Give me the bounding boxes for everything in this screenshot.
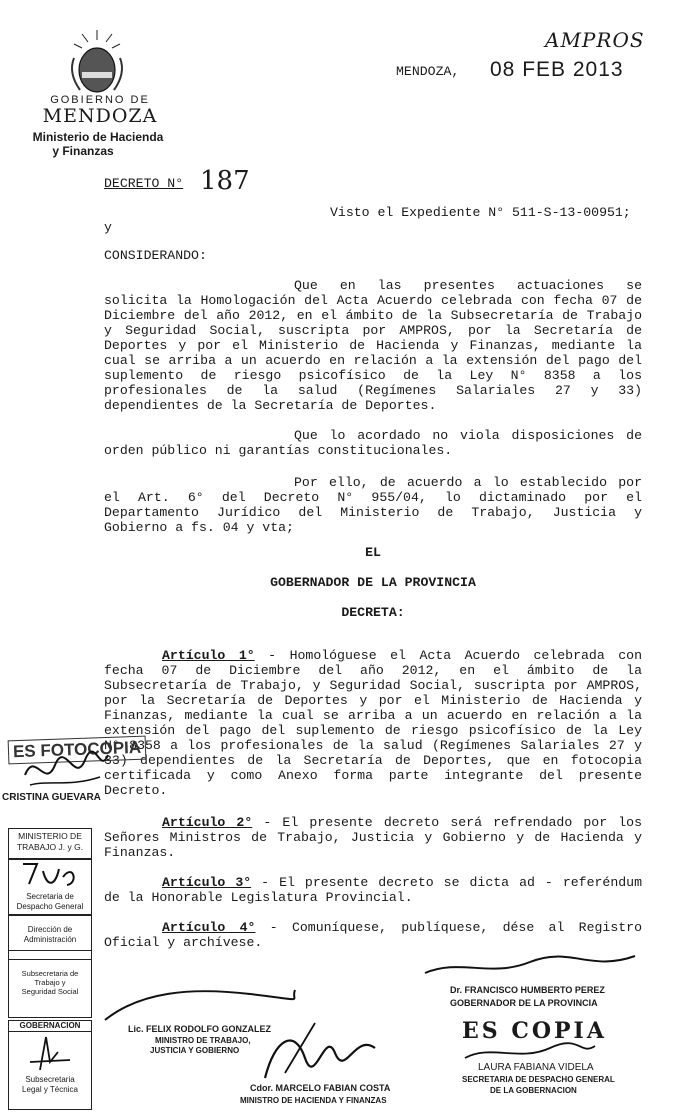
stamp-box-gobernacion-line1: GOBERNACION (9, 1021, 91, 1032)
y-conjunction: y (104, 220, 112, 235)
date-stamp: 08 FEB 2013 (490, 58, 624, 81)
stamp-box-subsecretaria-line2: Trabajo y (34, 978, 66, 987)
article-4-label: Artículo 4° (162, 920, 256, 935)
article-1-text: - Homológuese el Acta Acuerdo celebrada con fecha 07 de Diciembre del año 2012, en el ámbito de la Subsecretaría de Trabajo, y Seguridad Social, suscripta por AMPROS, por la Secretaría de Deportes y por el Ministerio de Hacienda y Finanzas, mediante la cual se arriba a un acuerdo en relación a la extensión del pago del suplemento de riesgo psicofísico de la Ley N° 8358 a los profesionales de la salud (Regímenes Salariales 27 y 33) dependientes de la Secretaría de Deportes, que en fotocopia certificada y como Anexo forma parte integrante del presente Decreto. (104, 648, 642, 798)
article-3-text: - El presente decreto se dicta ad - referéndum de la Honorable Legislatura Provincial. (104, 875, 642, 905)
article-4 (104, 920, 642, 950)
governor-signature (420, 948, 640, 983)
ministry-line1: Ministerio de Hacienda (32, 130, 164, 144)
es-copia-stamp: ES COPIA (462, 1018, 607, 1044)
minister2-name: Cdor. MARCELO FABIAN COSTA (250, 1083, 391, 1093)
stamp-box-subsecretaria (8, 950, 92, 1018)
gobernador-heading: GOBERNADOR DE LA PROVINCIA (270, 575, 476, 590)
article-4-text: - Comuníquese, publíquese, dése al Registro Oficial y archívese. (104, 920, 642, 950)
paragraph-3: Por ello, de acuerdo a lo establecido por el Art. 6° del Decreto N° 955/04, lo dictaminado por el Departamento Jurídico del Ministerio de Trabajo, Justicia y Gobierno a fs. 04 y vta; (104, 475, 642, 535)
stamp-box-despacho (8, 858, 92, 916)
decree-number: 187 (200, 166, 250, 196)
stamp-box-subsecretaria-line3: Seguridad Social (21, 987, 79, 996)
minister1-title1: MINISTRO DE TRABAJO, (155, 1036, 251, 1045)
article-2-text: - El presente decreto será refrendado por los Señores Ministros de Trabajo, Justicia y Gobierno y de Hacienda y Finanzas. (104, 815, 642, 860)
governor-title: GOBERNADOR DE LA PROVINCIA (450, 998, 598, 1008)
stamp-box-subsecretaria-line1: Subsecretaria de (21, 969, 79, 978)
article-1-label: Artículo 1° (162, 648, 255, 663)
stamp-box-administracion-line1: Dirección de (27, 925, 73, 934)
fotocopia-stamp: ES FOTOCOPIA (8, 736, 147, 765)
gov-line1: GOBIERNO DE (50, 94, 150, 106)
city-label: MENDOZA, (396, 64, 460, 79)
initials-signature-icon (15, 859, 85, 889)
minister1-name: Lic. FELIX RODOLFO GONZALEZ (128, 1024, 271, 1034)
gov-line2: MENDOZA (42, 105, 158, 127)
stamp-box-gobernacion (8, 1020, 92, 1110)
guevara-stamp: CRISTINA GUEVARA (2, 792, 101, 803)
stamp-box-ministerio-line1: MINISTERIO DE (18, 831, 82, 841)
governor-name: Dr. FRANCISCO HUMBERTO PEREZ (450, 985, 605, 995)
paragraph-1: Que en las presentes actuaciones se solicita la Homologación del Acta Acuerdo celebrada con fecha 07 de Diciembre del año 2012, en el ámbito de la Subsecretaría de Trabajo y Seguridad Social, suscripta por AMPROS, por la Secretaría de Deportes y por el Ministerio de Hacienda y Finanzas, mediante la cual se arriba a un acuerdo en relación a la extensión del pago del suplemento de riesgo psicofísico de la Ley N° 8358 a los profesionales de la salud (Regímenes Salariales 27 y 33) dependientes de la Secretaría de Deportes. (104, 278, 642, 413)
article-2-label: Artículo 2° (162, 815, 253, 830)
copy-name: LAURA FABIANA VIDELA (478, 1062, 594, 1073)
minister2-title: MINISTRO DE HACIENDA Y FINANZAS (240, 1096, 387, 1105)
minister-signature-2 (255, 1018, 385, 1088)
el-heading: EL (365, 545, 381, 560)
stamp-box-gobernacion-line3: Legal y Técnica (22, 1085, 78, 1094)
stamp-box-ministerio-line2: TRABAJO J. y G. (16, 842, 84, 852)
paragraph-2: Que lo acordado no viola disposiciones de orden público ni garantías constitucionales. (104, 428, 642, 458)
initials-signature-icon (20, 1032, 80, 1072)
visto-line: Visto el Expediente N° 511-S-13-00951; (330, 205, 631, 220)
decreta-heading: DECRETA: (341, 605, 405, 620)
stamp-box-gobernacion-line2: Subsecretaria (25, 1075, 75, 1084)
article-3 (104, 875, 642, 905)
stamp-box-despacho-line1: Secretaria de (26, 892, 74, 901)
article-3-label: Artículo 3° (162, 875, 252, 890)
stamp-box-ministerio (8, 828, 92, 860)
copy-title2: DE LA GOBERNACION (490, 1086, 577, 1095)
article-1 (104, 648, 642, 798)
copy-title1: SECRETARIA DE DESPACHO GENERAL (462, 1075, 615, 1084)
handwritten-signature-1 (20, 745, 110, 795)
minister1-title2: JUSTICIA Y GOBIERNO (150, 1046, 240, 1055)
stamp-box-administracion-line2: Administración (23, 935, 77, 944)
decree-label: DECRETO N° (104, 176, 184, 191)
considerando-heading: CONSIDERANDO: (104, 248, 207, 263)
handwritten-note: AMPROS (545, 28, 645, 52)
ministry-line2: y Finanzas (52, 144, 114, 158)
coat-of-arms-icon (62, 28, 132, 98)
stamp-box-despacho-line2: Despacho General (16, 902, 84, 911)
article-2 (104, 815, 642, 860)
